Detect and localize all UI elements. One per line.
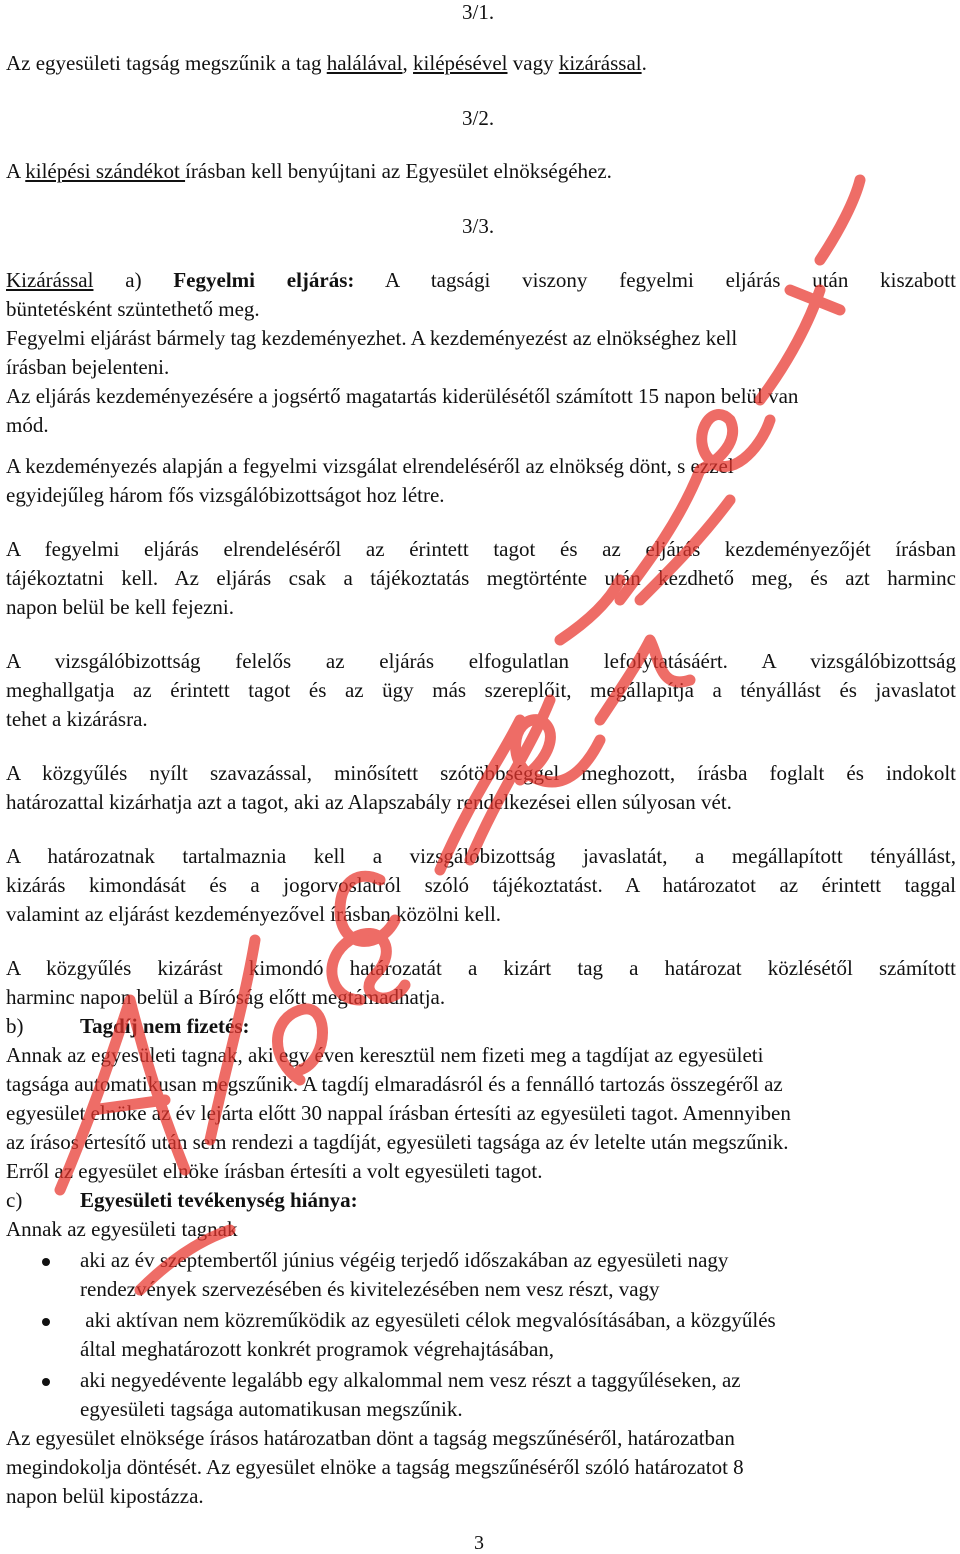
section-number: 3/1. xyxy=(462,0,495,24)
paragraph-line: A fegyelmi eljárás elrendeléséről az érintett tagot és az eljárás kezdeményezőjét írásban xyxy=(6,537,956,561)
section-number: 3/3. xyxy=(462,214,495,238)
paragraph-line: valamint az eljárást kezdeményezővel írásban közölni kell. xyxy=(6,902,502,926)
paragraph-line: az írásos értesítő után sem rendezi a tagdíját, egyesületi tagsága az év letelte után megszűnik. xyxy=(6,1130,789,1154)
paragraph-line: egyidejűleg három fős vizsgálóbizottságot hoz létre. xyxy=(6,483,445,507)
underlined-term: kilépési szándékot xyxy=(25,159,186,183)
subsection-heading: c) Egyesületi tevékenység hiánya: xyxy=(6,1188,358,1212)
list-item: aki az év szeptembertől június végéig terjedő időszakában az egyesületi nagy xyxy=(80,1248,729,1272)
paragraph-line: A vizsgálóbizottság felelős az eljárás elfogulatlan lefolytatásáért. A vizsgálóbizottság xyxy=(6,649,956,673)
list-item: egyesületi tagsága automatikusan megszűnik. xyxy=(80,1397,463,1421)
paragraph-line: kizárás kimondását és a jogorvoslatról szóló tájékoztatást. A határozatot az érintett taggal xyxy=(6,873,956,897)
paragraph-line: A kezdeményezés alapján a fegyelmi vizsgálat elrendeléséről az elnökség dönt, s ezzel xyxy=(6,454,734,478)
paragraph-line: meghallgatja az érintett tagot és az ügy más szereplőit, megállapítja a tényállást és javaslatot xyxy=(6,678,956,702)
bullet-icon xyxy=(42,1258,50,1266)
list-item: által meghatározott konkrét programok végrehajtásában, xyxy=(80,1337,555,1361)
subsection-title: Egyesületi tevékenység hiánya: xyxy=(80,1188,358,1212)
paragraph-line: harminc napon belül a Bíróság előtt megtámadhatja. xyxy=(6,985,446,1009)
paragraph-line: megindokolja döntését. Az egyesület elnöke a tagság megszűnéséről szóló határozatot 8 xyxy=(6,1455,744,1479)
underlined-term: halálával xyxy=(326,51,403,75)
section-number: 3/2. xyxy=(462,106,495,130)
page-number: 3 xyxy=(474,1532,484,1554)
paragraph-line: Fegyelmi eljárást bármely tag kezdeményezhet. A kezdeményezést az elnökséghez kell xyxy=(6,326,738,350)
underlined-term: Kizárással xyxy=(6,268,94,292)
paragraph-line: tehet a kizárásra. xyxy=(6,707,148,731)
paragraph-line: Az egyesület elnöksége írásos határozatban dönt a tagság megszűnéséről, határozatban xyxy=(6,1426,735,1450)
subsection-title: Fegyelmi eljárás: xyxy=(173,268,355,292)
paragraph-line: A közgyűlés kizárást kimondó határozatát a kizárt tag a határozat közlésétől számított xyxy=(6,956,956,980)
paragraph-line: A kilépési szándékot írásban kell benyújtani az Egyesület elnökségéhez. xyxy=(6,159,612,183)
paragraph-line: A határozatnak tartalmaznia kell a vizsgálóbizottság javaslatát, a megállapított tényállást, xyxy=(6,844,956,868)
underlined-term: kizárással xyxy=(558,51,642,75)
bullet-icon xyxy=(42,1378,50,1386)
paragraph-line: Annak az egyesületi tagnak, aki egy éven keresztül nem fizeti meg a tagdíjat az egyesületi xyxy=(6,1043,764,1067)
paragraph-line: Erről az egyesület elnöke írásban értesíti a volt egyesületi tagot. xyxy=(6,1159,543,1183)
paragraph-line: Az egyesületi tagság megszűnik a tag halálával, kilépésével vagy kizárással. xyxy=(6,51,647,75)
paragraph-line: tagsága automatikusan megszűnik. A tagdíj elmaradásról és a fennálló tartozás összegéről az xyxy=(6,1072,783,1096)
list-item: aki negyedévente legalább egy alkalommal nem vesz részt a taggyűléseken, az xyxy=(80,1368,741,1392)
paragraph-line: napon belül be kell fejezni. xyxy=(6,595,234,619)
paragraph-line: büntetésként szüntethető meg. xyxy=(6,297,260,321)
paragraph-line: A közgyűlés nyílt szavazással, minősített szótöbbséggel meghozott, írásba foglalt és indokolt xyxy=(6,761,956,785)
paragraph-line: mód. xyxy=(6,413,49,437)
paragraph-line: írásban bejelenteni. xyxy=(6,355,170,379)
list-item: rendezvények szervezésében és kivitelezésében nem vesz részt, vagy xyxy=(80,1277,660,1301)
list-item: aki aktívan nem közreműködik az egyesületi célok megvalósításában, a közgyűlés xyxy=(80,1308,776,1332)
underlined-term: kilépésével xyxy=(413,51,508,75)
subsection-title: Tagdíj nem fizetés: xyxy=(80,1014,250,1038)
paragraph-line: tájékoztatni kell. Az eljárás csak a tájékoztatás megtörténte után kezdhető meg, és azt harminc xyxy=(6,566,956,590)
bullet-icon xyxy=(42,1318,50,1326)
paragraph-line: Annak az egyesületi tagnak xyxy=(6,1217,238,1241)
paragraph-line: Kizárással a) Fegyelmi eljárás: A tagsági viszony fegyelmi eljárás után kiszabott xyxy=(6,268,956,292)
paragraph-line: Az eljárás kezdeményezésére a jogsértő magatartás kiderülésétől számított 15 napon belül van xyxy=(6,384,799,408)
paragraph-line: egyesület elnöke az év lejárta előtt 30 nappal írásban értesíti az egyesületi tagot. Amennyiben xyxy=(6,1101,791,1125)
paragraph-line: napon belül kipostázza. xyxy=(6,1484,204,1508)
paragraph-line: határozattal kizárhatja azt a tagot, aki az Alapszabály rendelkezései ellen súlyosan vét. xyxy=(6,790,732,814)
subsection-heading: b) Tagdíj nem fizetés: xyxy=(6,1014,250,1038)
